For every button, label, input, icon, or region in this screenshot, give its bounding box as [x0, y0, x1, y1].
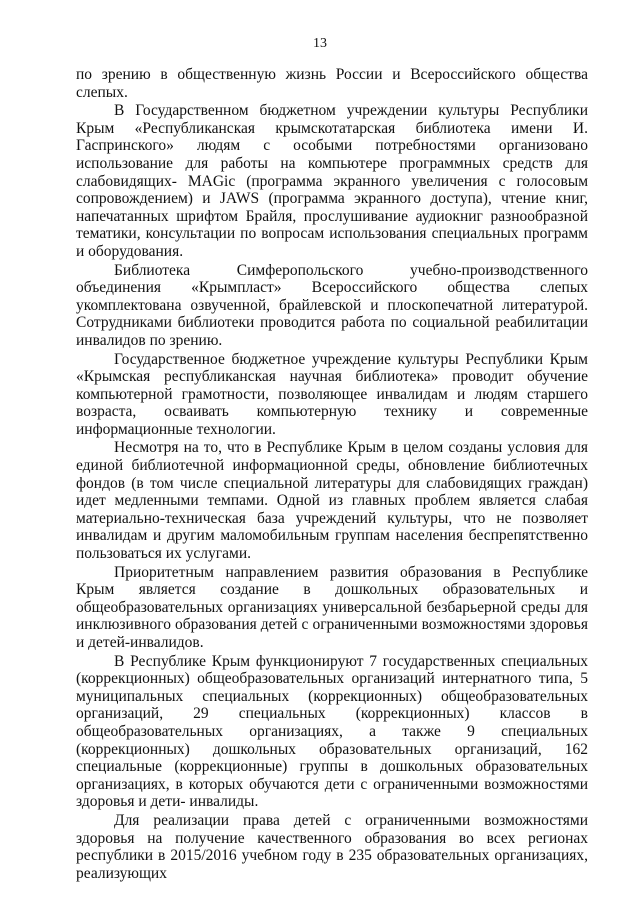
paragraph-7: В Республике Крым функционируют 7 государственных специальных (коррекционных) общеобразовательных организаций интернатного типа, 5 муниципальных специальных (коррекционных) общеобразовательных организаций, 29 специальных (коррекционных) классов в общеобразовательных организациях, а также 9 специальных (коррекционных) дошкольных образовательных организаций, 162 специальные (коррекционные) группы в дошкольных образовательных организациях, в которых обучаются дети с ограниченными возможностями здоровья и дети- инвалиды.	[76, 652, 588, 811]
document-body	[76, 66, 588, 882]
paragraph-4: Государственное бюджетное учреждение культуры Республики Крым «Крымская республиканская научная библиотека» проводит обучение компьютерной грамотности, позволяющее инвалидам и людям старшего возраста, осваивать компьютерную технику и современные информационные технологии.	[76, 350, 588, 438]
paragraph-6: Приоритетным направлением развития образования в Республике Крым является создание в дошкольных образовательных и общеобразовательных организациях универсальной безбарьерной среды для инклюзивного образования детей с ограниченными возможностями здоровья и детей-инвалидов.	[76, 563, 588, 651]
page-number: 13	[313, 36, 327, 51]
paragraph-3: Библиотека Симферопольского учебно-производственного объединения «Крымпласт» Всероссийского общества слепых укомплектована озвученной, брайлевской и плоскопечатной литературой. Сотрудниками библиотеки проводится работа по социальной реабилитации инвалидов по зрению.	[76, 261, 588, 349]
paragraph-2: В Государственном бюджетном учреждении культуры Республики Крым «Республиканская крымскотатарская библиотека имени И. Гаспринского» людям с особыми потребностями организовано использование для работы на компьютере программных средств для слабовидящих- MAGic (программа экранного увеличения с голосовым сопровождением) и JAWS (программа экранного доступа), чтение книг, напечатанных шрифтом Брайля, прослушивание аудиокниг разнообразной тематики, консультации по вопросам использования специальных программ и оборудования.	[76, 102, 588, 260]
paragraph-8: Для реализации права детей с ограниченными возможностями здоровья на получение качественного образования во всех регионах республики в 2015/2016 учебном году в 235 образовательных организациях, реализующих	[76, 811, 588, 882]
paragraph-5: Несмотря на то, что в Республике Крым в целом созданы условия для единой библиотечной информационной среды, обновление библиотечных фондов (в том числе специальной литературы для слабовидящих граждан) идет медленными темпами. Одной из главных проблем является слабая материально-техническая база учреждений культуры, что не позволяет инвалидам и другим маломобильным группам населения беспрепятственно пользоваться их услугами.	[76, 439, 588, 563]
paragraph-1: по зрению в общественную жизнь России и Всероссийского общества слепых.	[76, 66, 588, 101]
